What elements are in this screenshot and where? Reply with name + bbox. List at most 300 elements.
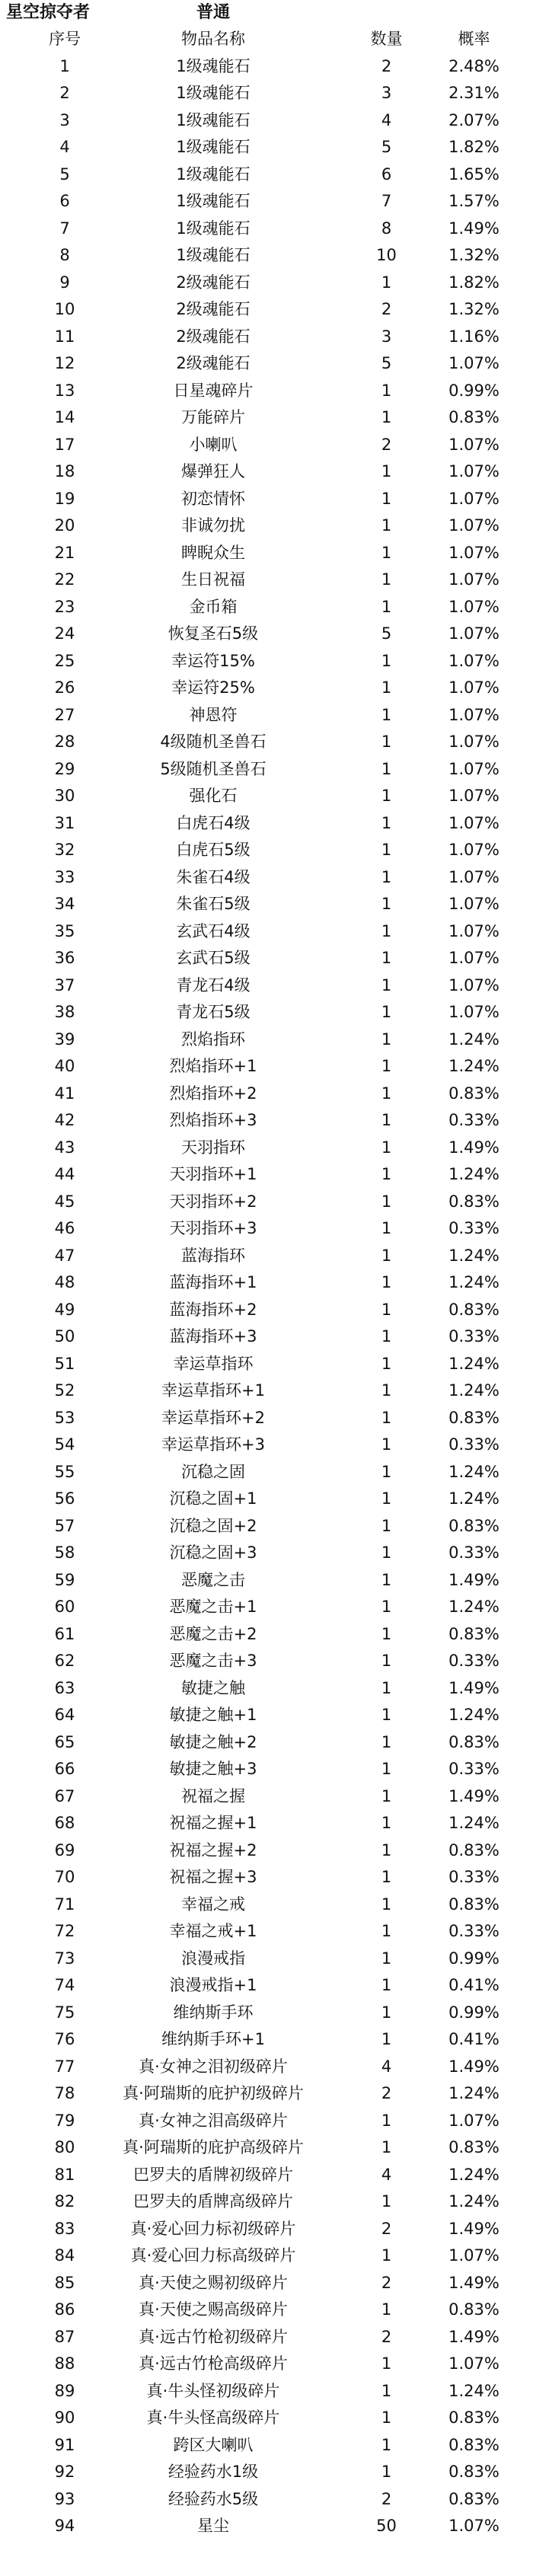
item-probability: 1.49% bbox=[448, 1678, 499, 1697]
item-quantity: 1 bbox=[381, 1868, 392, 1886]
item-name: 生日祝福 bbox=[181, 570, 245, 589]
table-row bbox=[0, 1215, 533, 1243]
item-probability: 1.07% bbox=[448, 975, 499, 994]
item-name: 真·爱心回力标高级碎片 bbox=[130, 2246, 296, 2265]
table-row bbox=[0, 540, 533, 567]
table-row bbox=[0, 1026, 533, 1054]
item-name: 天羽指环+2 bbox=[169, 1192, 257, 1211]
item-name: 祝福之握+3 bbox=[169, 1868, 257, 1886]
item-name: 天羽指环+3 bbox=[169, 1219, 257, 1237]
row-index: 22 bbox=[54, 570, 75, 589]
item-probability: 1.57% bbox=[448, 192, 499, 210]
item-quantity: 1 bbox=[381, 1516, 392, 1535]
table-row bbox=[0, 648, 533, 675]
item-probability: 1.49% bbox=[448, 1786, 499, 1805]
table-row bbox=[0, 512, 533, 540]
item-name: 睥睨众生 bbox=[181, 543, 245, 562]
row-index: 6 bbox=[59, 192, 70, 210]
row-index: 67 bbox=[54, 1786, 75, 1805]
item-probability: 0.33% bbox=[448, 1868, 499, 1886]
table-row bbox=[0, 1567, 533, 1594]
table-row bbox=[0, 1594, 533, 1621]
row-index: 23 bbox=[54, 597, 75, 616]
item-quantity: 1 bbox=[381, 1922, 392, 1940]
row-index: 63 bbox=[54, 1678, 75, 1697]
item-name: 真·牛头怪高级碎片 bbox=[146, 2408, 280, 2427]
row-index: 52 bbox=[54, 1381, 75, 1400]
row-index: 47 bbox=[54, 1246, 75, 1265]
item-name: 经验药水5级 bbox=[168, 2489, 259, 2508]
table-row bbox=[0, 2405, 533, 2432]
table-row bbox=[0, 810, 533, 838]
item-probability: 1.07% bbox=[448, 921, 499, 940]
table-row bbox=[0, 1540, 533, 1567]
table-row bbox=[0, 594, 533, 621]
table-row bbox=[0, 1323, 533, 1351]
item-quantity: 1 bbox=[381, 2246, 392, 2265]
row-index: 50 bbox=[54, 1327, 75, 1345]
table-row bbox=[0, 1243, 533, 1270]
item-name: 星尘 bbox=[197, 2517, 229, 2535]
item-probability: 1.07% bbox=[448, 2111, 499, 2130]
table-row bbox=[0, 675, 533, 702]
item-quantity: 1 bbox=[381, 733, 392, 751]
item-quantity: 1 bbox=[381, 1029, 392, 1049]
row-index: 3 bbox=[59, 110, 70, 129]
item-probability: 1.82% bbox=[448, 273, 499, 292]
table-row bbox=[0, 134, 533, 161]
table-row bbox=[0, 1837, 533, 1865]
table-row bbox=[0, 350, 533, 378]
row-index: 7 bbox=[59, 219, 70, 238]
item-name: 幸运草指环+3 bbox=[161, 1435, 265, 1454]
table-title: 星空掠夺者 bbox=[6, 3, 91, 22]
row-index: 64 bbox=[54, 1706, 75, 1724]
item-probability: 0.83% bbox=[448, 1732, 499, 1751]
item-name: 非诚勿扰 bbox=[181, 516, 245, 535]
item-quantity: 1 bbox=[381, 949, 392, 967]
item-quantity: 5 bbox=[381, 138, 392, 156]
row-index: 2 bbox=[59, 84, 70, 102]
item-name: 万能碎片 bbox=[181, 408, 245, 426]
item-name: 1级魂能石 bbox=[176, 246, 251, 264]
item-probability: 1.07% bbox=[448, 867, 499, 886]
item-probability: 0.33% bbox=[448, 1435, 499, 1454]
item-quantity: 1 bbox=[381, 2030, 392, 2048]
item-quantity: 1 bbox=[381, 1462, 392, 1481]
item-quantity: 1 bbox=[381, 1246, 392, 1265]
item-quantity: 6 bbox=[381, 164, 392, 184]
item-quantity: 3 bbox=[381, 327, 392, 346]
item-probability: 0.41% bbox=[448, 2030, 499, 2048]
row-index: 94 bbox=[54, 2517, 75, 2535]
item-name: 浪漫戒指 bbox=[181, 1949, 245, 1968]
item-quantity: 1 bbox=[381, 813, 392, 832]
table-row bbox=[0, 242, 533, 270]
item-name: 经验药水1级 bbox=[168, 2463, 259, 2481]
item-name: 烈焰指环+2 bbox=[169, 1084, 257, 1103]
table-row bbox=[0, 2188, 533, 2216]
item-quantity: 1 bbox=[381, 787, 392, 805]
item-name: 5级随机圣兽石 bbox=[160, 759, 266, 778]
item-probability: 1.07% bbox=[448, 895, 499, 913]
item-probability: 1.49% bbox=[448, 2219, 499, 2238]
table-row bbox=[0, 1891, 533, 1919]
item-name: 敏捷之触 bbox=[181, 1678, 245, 1697]
item-quantity: 1 bbox=[381, 1652, 392, 1670]
item-name: 神恩符 bbox=[189, 705, 238, 724]
item-name: 敏捷之触+1 bbox=[169, 1706, 257, 1724]
header-probability: 概率 bbox=[458, 30, 490, 48]
row-index: 13 bbox=[54, 381, 75, 400]
row-index: 70 bbox=[54, 1868, 75, 1886]
item-name: 沉稳之固+1 bbox=[169, 1489, 257, 1508]
table-row bbox=[0, 1081, 533, 1108]
item-probability: 1.07% bbox=[448, 949, 499, 967]
row-index: 17 bbox=[54, 435, 75, 454]
item-name: 1级魂能石 bbox=[176, 219, 251, 238]
item-quantity: 1 bbox=[381, 1300, 392, 1319]
row-index: 46 bbox=[54, 1219, 75, 1237]
item-name: 2级魂能石 bbox=[176, 300, 251, 318]
row-index: 59 bbox=[54, 1570, 75, 1589]
row-index: 75 bbox=[54, 2003, 75, 2022]
category-label: 普通 bbox=[196, 3, 230, 22]
row-index: 37 bbox=[54, 975, 75, 994]
item-probability: 1.24% bbox=[448, 1489, 499, 1508]
item-probability: 1.07% bbox=[448, 2246, 499, 2265]
item-quantity: 1 bbox=[381, 1111, 392, 1129]
row-index: 58 bbox=[54, 1543, 75, 1562]
table-row bbox=[0, 2162, 533, 2189]
item-probability: 0.83% bbox=[448, 2408, 499, 2427]
row-index: 20 bbox=[54, 516, 75, 535]
item-name: 祝福之握+2 bbox=[169, 1840, 257, 1859]
item-name: 白虎石4级 bbox=[176, 813, 251, 832]
table-row bbox=[0, 1297, 533, 1324]
item-probability: 1.07% bbox=[448, 733, 499, 751]
item-quantity: 1 bbox=[381, 1543, 392, 1562]
table-row bbox=[0, 1513, 533, 1540]
item-probability: 1.24% bbox=[448, 1273, 499, 1291]
table-row bbox=[0, 270, 533, 297]
item-quantity: 1 bbox=[381, 489, 392, 508]
row-index: 66 bbox=[54, 1760, 75, 1778]
item-quantity: 1 bbox=[381, 2003, 392, 2022]
item-name: 烈焰指环 bbox=[181, 1029, 245, 1049]
item-probability: 1.82% bbox=[448, 138, 499, 156]
table-row bbox=[0, 1377, 533, 1405]
row-index: 4 bbox=[59, 138, 70, 156]
row-index: 92 bbox=[54, 2463, 75, 2481]
row-index: 44 bbox=[54, 1165, 75, 1183]
item-probability: 0.83% bbox=[448, 2138, 499, 2156]
item-name: 蓝海指环+1 bbox=[169, 1273, 257, 1291]
item-probability: 1.49% bbox=[448, 2327, 499, 2346]
row-index: 82 bbox=[54, 2192, 75, 2211]
row-index: 24 bbox=[54, 624, 75, 643]
item-quantity: 1 bbox=[381, 1219, 392, 1237]
item-name: 爆弹狂人 bbox=[181, 462, 245, 480]
item-probability: 1.24% bbox=[448, 2192, 499, 2211]
item-quantity: 1 bbox=[381, 1678, 392, 1697]
item-probability: 2.07% bbox=[448, 110, 499, 129]
item-name: 巴罗夫的盾牌高级碎片 bbox=[133, 2192, 293, 2211]
table-row bbox=[0, 404, 533, 432]
table-row bbox=[0, 864, 533, 892]
item-name: 真·女神之泪初级碎片 bbox=[139, 2057, 288, 2076]
table-row bbox=[0, 215, 533, 243]
table-row bbox=[0, 1432, 533, 1459]
row-index: 62 bbox=[54, 1652, 75, 1670]
item-quantity: 1 bbox=[381, 2381, 392, 2400]
table-row bbox=[0, 378, 533, 405]
item-quantity: 2 bbox=[381, 2273, 392, 2292]
table-row bbox=[0, 1135, 533, 1162]
table-row bbox=[0, 972, 533, 1000]
row-index: 34 bbox=[54, 895, 75, 913]
item-name: 天羽指环 bbox=[181, 1138, 245, 1157]
row-index: 43 bbox=[54, 1138, 75, 1157]
row-index: 25 bbox=[54, 651, 75, 670]
row-index: 14 bbox=[54, 408, 75, 426]
table-row bbox=[0, 1972, 533, 2000]
table-row bbox=[0, 2054, 533, 2081]
item-name: 1级魂能石 bbox=[176, 164, 251, 184]
item-probability: 1.07% bbox=[448, 624, 499, 643]
item-quantity: 7 bbox=[381, 192, 392, 210]
item-probability: 0.83% bbox=[448, 2300, 499, 2319]
item-quantity: 1 bbox=[381, 1598, 392, 1616]
item-name: 青龙石4级 bbox=[176, 975, 251, 994]
item-quantity: 1 bbox=[381, 759, 392, 778]
item-name: 真·牛头怪初级碎片 bbox=[146, 2381, 280, 2400]
item-name: 真·女神之泪高级碎片 bbox=[139, 2111, 288, 2130]
row-index: 5 bbox=[59, 164, 70, 184]
item-probability: 1.07% bbox=[448, 2354, 499, 2373]
table-row bbox=[0, 1648, 533, 1675]
item-name: 恶魔之击 bbox=[181, 1570, 245, 1589]
item-quantity: 1 bbox=[381, 921, 392, 940]
item-probability: 1.07% bbox=[448, 435, 499, 454]
item-name: 恶魔之击+1 bbox=[169, 1598, 257, 1616]
row-index: 91 bbox=[54, 2435, 75, 2454]
item-probability: 1.24% bbox=[448, 1354, 499, 1373]
item-probability: 1.24% bbox=[448, 1598, 499, 1616]
table-row bbox=[0, 2242, 533, 2270]
table-row bbox=[0, 2297, 533, 2324]
item-name: 祝福之握+1 bbox=[169, 1814, 257, 1832]
item-probability: 0.41% bbox=[448, 1976, 499, 1994]
item-name: 金币箱 bbox=[189, 597, 238, 616]
item-name: 日星魂碎片 bbox=[173, 381, 254, 400]
row-index: 9 bbox=[59, 273, 70, 292]
item-quantity: 1 bbox=[381, 895, 392, 913]
item-probability: 1.07% bbox=[448, 651, 499, 670]
item-quantity: 1 bbox=[381, 462, 392, 480]
item-quantity: 1 bbox=[381, 975, 392, 994]
item-name: 沉稳之固 bbox=[181, 1462, 245, 1481]
item-name: 蓝海指环+3 bbox=[169, 1327, 257, 1345]
row-index: 12 bbox=[54, 354, 75, 372]
table-row bbox=[0, 783, 533, 810]
item-quantity: 1 bbox=[381, 1624, 392, 1643]
table-row bbox=[0, 837, 533, 864]
item-probability: 0.83% bbox=[448, 1300, 499, 1319]
item-name: 真·阿瑞斯的庇护初级碎片 bbox=[123, 2084, 304, 2102]
table-row bbox=[0, 1702, 533, 1729]
item-quantity: 1 bbox=[381, 1570, 392, 1589]
item-probability: 0.33% bbox=[448, 1760, 499, 1778]
table-row bbox=[0, 107, 533, 135]
item-quantity: 1 bbox=[381, 1327, 392, 1345]
row-index: 49 bbox=[54, 1300, 75, 1319]
table-row bbox=[0, 324, 533, 351]
item-quantity: 1 bbox=[381, 1408, 392, 1427]
row-index: 88 bbox=[54, 2354, 75, 2373]
item-probability: 1.07% bbox=[448, 1003, 499, 1021]
item-probability: 0.99% bbox=[448, 381, 499, 400]
item-probability: 1.24% bbox=[448, 1029, 499, 1049]
item-name: 敏捷之触+3 bbox=[169, 1760, 257, 1778]
item-probability: 1.49% bbox=[448, 1138, 499, 1157]
row-index: 51 bbox=[54, 1354, 75, 1373]
row-index: 39 bbox=[54, 1029, 75, 1049]
item-probability: 1.24% bbox=[448, 1165, 499, 1183]
item-quantity: 1 bbox=[381, 841, 392, 859]
item-name: 维纳斯手环 bbox=[173, 2003, 254, 2022]
row-index: 28 bbox=[54, 733, 75, 751]
item-probability: 1.16% bbox=[448, 327, 499, 346]
item-name: 强化石 bbox=[189, 787, 238, 805]
table-body bbox=[0, 53, 533, 2540]
table-row bbox=[0, 1675, 533, 1703]
item-quantity: 1 bbox=[381, 570, 392, 589]
item-quantity: 1 bbox=[381, 2111, 392, 2130]
table-row bbox=[0, 80, 533, 107]
item-name: 真·阿瑞斯的庇护高级碎片 bbox=[123, 2138, 304, 2156]
table-row bbox=[0, 756, 533, 784]
row-index: 74 bbox=[54, 1976, 75, 1994]
item-quantity: 1 bbox=[381, 2435, 392, 2454]
item-quantity: 1 bbox=[381, 1354, 392, 1373]
item-probability: 1.65% bbox=[448, 164, 499, 184]
item-name: 蓝海指环+2 bbox=[169, 1300, 257, 1319]
item-quantity: 1 bbox=[381, 1273, 392, 1291]
item-name: 初恋情怀 bbox=[181, 489, 245, 508]
row-index: 41 bbox=[54, 1084, 75, 1103]
item-probability: 1.49% bbox=[448, 1570, 499, 1589]
item-probability: 1.24% bbox=[448, 1246, 499, 1265]
header-quantity: 数量 bbox=[370, 30, 403, 48]
item-quantity: 1 bbox=[381, 1057, 392, 1075]
item-name: 幸福之戒 bbox=[181, 1894, 245, 1914]
item-quantity: 2 bbox=[381, 2084, 392, 2102]
table-row bbox=[0, 2216, 533, 2243]
item-probability: 0.83% bbox=[448, 1084, 499, 1103]
table-row bbox=[0, 2459, 533, 2486]
item-probability: 0.33% bbox=[448, 1111, 499, 1129]
row-index: 83 bbox=[54, 2219, 75, 2238]
table-row bbox=[0, 2080, 533, 2108]
table-row bbox=[0, 1053, 533, 1081]
item-quantity: 2 bbox=[381, 56, 392, 75]
item-probability: 0.33% bbox=[448, 1219, 499, 1237]
item-quantity: 1 bbox=[381, 1138, 392, 1157]
table-row bbox=[0, 1189, 533, 1216]
item-quantity: 1 bbox=[381, 651, 392, 670]
item-probability: 1.07% bbox=[448, 354, 499, 372]
item-probability: 1.49% bbox=[448, 2057, 499, 2076]
item-name: 2级魂能石 bbox=[176, 327, 251, 346]
item-quantity: 1 bbox=[381, 1489, 392, 1508]
row-index: 30 bbox=[54, 787, 75, 805]
table-row bbox=[0, 1918, 533, 1946]
table-row bbox=[0, 1729, 533, 1757]
item-probability: 1.24% bbox=[448, 2381, 499, 2400]
table-row bbox=[0, 188, 533, 215]
row-index: 55 bbox=[54, 1462, 75, 1481]
row-index: 53 bbox=[54, 1408, 75, 1427]
row-index: 76 bbox=[54, 2030, 75, 2048]
item-quantity: 1 bbox=[381, 1003, 392, 1021]
item-quantity: 3 bbox=[381, 84, 392, 102]
item-probability: 0.33% bbox=[448, 1543, 499, 1562]
table-row bbox=[0, 53, 533, 81]
item-quantity: 1 bbox=[381, 705, 392, 724]
item-probability: 1.07% bbox=[448, 597, 499, 616]
item-probability: 2.31% bbox=[448, 84, 499, 102]
item-quantity: 1 bbox=[381, 1435, 392, 1454]
table-title-row bbox=[0, 0, 533, 26]
item-name: 烈焰指环+1 bbox=[169, 1057, 257, 1075]
item-name: 真·远古竹枪初级碎片 bbox=[139, 2327, 288, 2346]
row-index: 69 bbox=[54, 1840, 75, 1859]
item-name: 幸运草指环 bbox=[173, 1354, 254, 1373]
table-row bbox=[0, 2270, 533, 2297]
row-index: 35 bbox=[54, 921, 75, 940]
row-index: 57 bbox=[54, 1516, 75, 1535]
table-row bbox=[0, 945, 533, 972]
item-probability: 1.07% bbox=[448, 678, 499, 697]
row-index: 54 bbox=[54, 1435, 75, 1454]
item-quantity: 1 bbox=[381, 2138, 392, 2156]
item-quantity: 1 bbox=[381, 2300, 392, 2319]
item-name: 1级魂能石 bbox=[176, 192, 251, 210]
row-index: 26 bbox=[54, 678, 75, 697]
item-quantity: 1 bbox=[381, 1165, 392, 1183]
row-index: 8 bbox=[59, 246, 70, 264]
row-index: 78 bbox=[54, 2084, 75, 2102]
item-probability: 1.32% bbox=[448, 246, 499, 264]
row-index: 27 bbox=[54, 705, 75, 724]
item-probability: 1.07% bbox=[448, 841, 499, 859]
item-probability: 1.07% bbox=[448, 516, 499, 535]
item-quantity: 5 bbox=[381, 624, 392, 643]
item-probability: 1.49% bbox=[448, 219, 499, 238]
header-item-name: 物品名称 bbox=[181, 30, 245, 48]
table-row bbox=[0, 1621, 533, 1649]
row-index: 65 bbox=[54, 1732, 75, 1751]
table-row bbox=[0, 702, 533, 729]
item-quantity: 1 bbox=[381, 1084, 392, 1103]
row-index: 21 bbox=[54, 543, 75, 562]
row-index: 90 bbox=[54, 2408, 75, 2427]
item-quantity: 1 bbox=[381, 1976, 392, 1994]
table-row bbox=[0, 1405, 533, 1432]
table-row bbox=[0, 486, 533, 513]
row-index: 10 bbox=[54, 300, 75, 318]
